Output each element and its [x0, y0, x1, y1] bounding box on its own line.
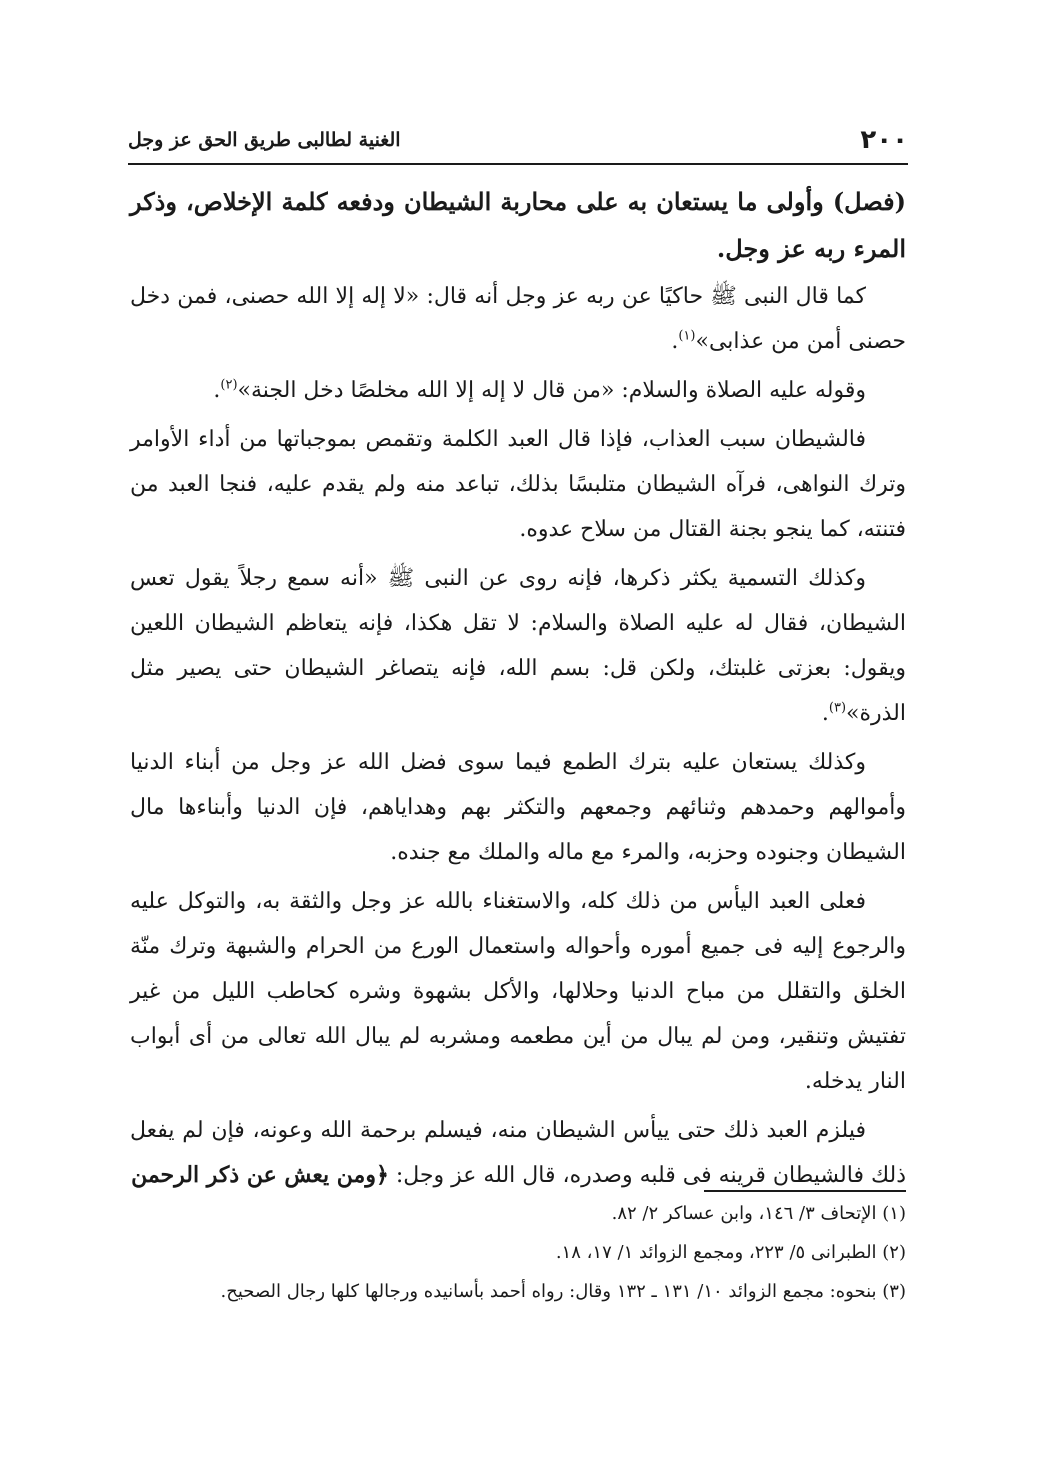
footnote-divider [704, 1190, 906, 1192]
footnote-ref-3: (٣) [828, 700, 847, 716]
page-number: ٢٠٠ [860, 125, 908, 155]
section-heading: (فصل) وأولى ما يستعان به على محاربة الشيطان ودفعه كلمة الإخلاص، وذكر المرء ربه عز وجل. [130, 187, 906, 263]
footnote-ref-2: (٢) [220, 377, 238, 393]
paragraph-2-text: وقوله عليه الصلاة والسلام: «من قال لا إله إلا الله مخلصًا دخل الجنة» [237, 378, 866, 403]
footnote-1: (١) الإتحاف ٣/ ١٤٦، وابن عساكر ٢/ ٨٢. [611, 1203, 906, 1224]
paragraph-1-text: كما قال النبى ﷺ حاكيًا عن ربه عز وجل أنه قال: «لا إله إلا الله حصنى، فمن دخل حصنى أمن من عذابى» [130, 284, 906, 354]
paragraph-5: وكذلك يستعان عليه بترك الطمع فيما سوى فضل الله عز وجل من أبناء الدنيا وأموالهم وحمدهم وثنائهم وجمعهم والتكثر بهم وهداياهم، فإن الدنيا وأبناءها مال الشيطان وجنوده وحزبه، والمرء مع ماله والملك مع جنده. [130, 750, 906, 865]
running-header [128, 120, 908, 160]
paragraph-2-end: . [213, 378, 221, 403]
paragraph-4 [130, 556, 906, 736]
footnote-2: (٢) الطبرانى ٥/ ٢٢٣، ومجمع الزوائد ١/ ١٧، ١٨. [555, 1242, 906, 1263]
header-divider [128, 163, 908, 165]
paragraph-6: فعلى العبد اليأس من ذلك كله، والاستغناء بالله عز وجل والثقة به، والتوكل عليه والرجوع إليه فى جميع أموره وأحواله واستعمال الورع من الحرام والشبهة وترك منّة الخلق والتقلل من مباح الدنيا وحلالها، والأكل بشهوة وشره كحاطب الليل من غير تفتيش وتنقير، ومن لم يبال من أين مطعمه ومشربه لم يبال الله تعالى من أى أبواب النار يدخله. [130, 889, 906, 1094]
paragraph-7 [130, 1108, 906, 1198]
paragraph-3: فالشيطان سبب العذاب، فإذا قال العبد الكلمة وتقمص بموجباتها من أداء الأوامر وترك النواهى، فرآه الشيطان متلبسًا بذلك، تباعد منه ولم يقدم عليه، فنجا العبد من فتنته، كما ينجو بجنة القتال من سلاح عدوه. [130, 427, 906, 542]
footnotes [130, 1198, 906, 1315]
footnote-3: (٣) بنحوه: مجمع الزوائد ١٠/ ١٣١ ـ ١٣٢ وقال: رواه أحمد بأسانيده ورجالها كلها رجال الصحيح. [220, 1281, 906, 1302]
paragraph-2 [130, 368, 906, 413]
paragraph-4-text: وكذلك التسمية يكثر ذكرها، فإنه روى عن النبى ﷺ «أنه سمع رجلاً يقول تعس الشيطان، فقال له عليه الصلاة والسلام: لا تقل هكذا، فإنه يتعاظم الشيطان اللعين ويقول: بعزتى غلبتك، ولكن قل: بسم الله، فإنه يتصاغر الشيطان حتى يصير مثل الذرة» [130, 566, 906, 726]
paragraph-1 [130, 274, 906, 364]
paragraph-1-end: . [671, 329, 679, 354]
book-title: الغنية لطالبى طريق الحق عز وجل [128, 129, 401, 151]
quran-quote: ﴿ومن يعش عن ذكر الرحمن [131, 1162, 389, 1188]
footnote-ref-1: (١) [678, 328, 696, 344]
main-text [130, 178, 906, 1202]
paragraph-4-end: . [821, 701, 829, 726]
paragraph-7-text: فيلزم العبد ذلك حتى ييأس الشيطان منه، فيسلم برحمة الله وعونه، فإن لم يفعل ذلك فالشيطان قرينه فى قلبه وصدره، قال الله عز وجل: [130, 1118, 906, 1188]
